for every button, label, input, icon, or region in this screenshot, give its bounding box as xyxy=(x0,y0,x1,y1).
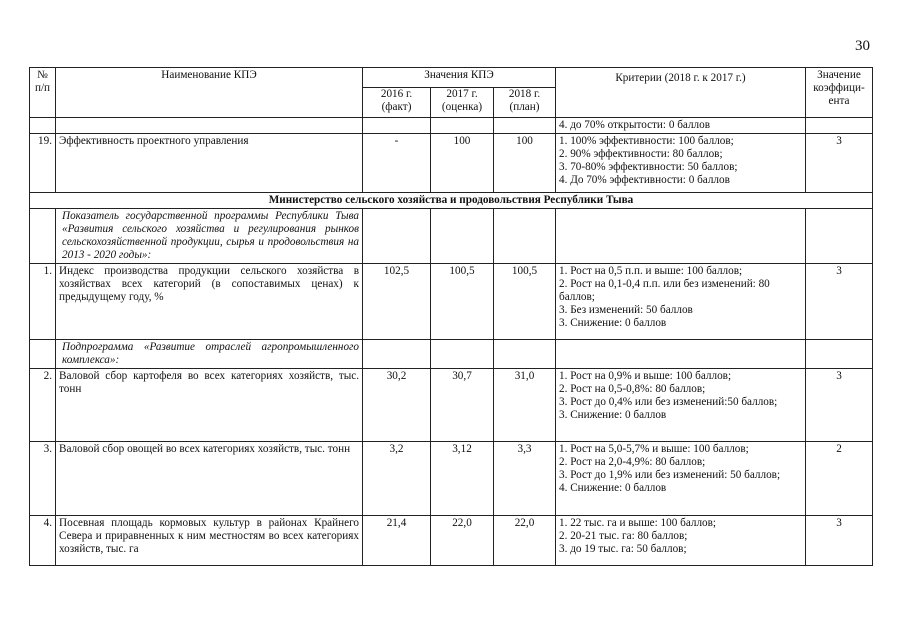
header-values: Значения КПЭ xyxy=(363,68,556,88)
criteria-line: 1. Рост на 0,9% и выше: 100 баллов; xyxy=(559,370,732,382)
table-row xyxy=(30,118,873,134)
header-num: № п/п xyxy=(30,68,56,118)
section-row xyxy=(30,193,873,209)
row-number: 1. xyxy=(30,264,56,340)
value-2018: 3,3 xyxy=(494,442,556,516)
kpe-name: Индекс производства продукции сельского хозяйства в хозяйствах всех категорий (в сопоставимых ценах) к предыдущему году, % xyxy=(56,264,363,340)
table-row xyxy=(30,134,873,193)
table-row xyxy=(30,442,873,516)
page-number: 30 xyxy=(855,38,870,54)
value-2017: 22,0 xyxy=(431,516,494,566)
header-2017: 2017 г. (оценка) xyxy=(431,88,494,118)
value-2017: 100,5 xyxy=(431,264,494,340)
criteria-line: 3. Снижение: 0 баллов xyxy=(559,317,667,329)
criteria-line: 4. до 70% открытости: 0 баллов xyxy=(559,119,711,131)
criteria-line: 1. 22 тыс. га и выше: 100 баллов; xyxy=(559,517,717,529)
row-number: 4. xyxy=(30,516,56,566)
criteria-line: 1. Рост на 5,0-5,7% и выше: 100 баллов; xyxy=(559,443,749,455)
table-row xyxy=(30,209,873,264)
table-row xyxy=(30,369,873,442)
coefficient: 3 xyxy=(806,134,873,193)
criteria-cell xyxy=(556,369,806,442)
row-number: 2. xyxy=(30,369,56,442)
coefficient: 2 xyxy=(806,442,873,516)
value-2016: - xyxy=(363,134,431,193)
header-criteria: Критерии (2018 г. к 2017 г.) xyxy=(556,68,806,118)
value-2016: 3,2 xyxy=(363,442,431,516)
criteria-line: 3. Снижение: 0 баллов xyxy=(559,409,667,421)
criteria-cell xyxy=(556,516,806,566)
header-2018: 2018 г. (план) xyxy=(494,88,556,118)
row-number: 19. xyxy=(30,134,56,193)
kpe-name: Валовой сбор картофеля во всех категориях хозяйств, тыс. тонн xyxy=(56,369,363,442)
value-2016: 102,5 xyxy=(363,264,431,340)
row-number: 3. xyxy=(30,442,56,516)
criteria-line: 4. До 70% эффективности: 0 баллов xyxy=(559,174,730,186)
criteria-line: 3. Рост до 1,9% или без изменений: 50 баллов; xyxy=(559,469,781,481)
value-2018: 22,0 xyxy=(494,516,556,566)
value-2018: 100 xyxy=(494,134,556,193)
criteria-line: 3. до 19 тыс. га: 50 баллов; xyxy=(559,543,687,555)
kpe-name: Валовой сбор овощей во всех категориях хозяйств, тыс. тонн xyxy=(56,442,363,516)
criteria-cell xyxy=(556,134,806,193)
kpe-name: Посевная площадь кормовых культур в районах Крайнего Севера и приравненных к ним местностям во всех категориях хозяйств, тыс. га xyxy=(56,516,363,566)
criteria-line: 3. Рост до 0,4% или без изменений:50 баллов; xyxy=(559,396,778,408)
criteria-line: 3. 70-80% эффективности: 50 баллов; xyxy=(559,161,738,173)
criteria-line: 2. 90% эффективности: 80 баллов; xyxy=(559,148,723,160)
header-coef: Значение коэффици- ента xyxy=(806,68,873,118)
criteria-cell xyxy=(556,264,806,340)
program-heading: Показатель государственной программы Республики Тыва «Развития сельского хозяйства и регулирования рынков сельскохозяйственной продукции, сырья и продовольствия на 2013 - 2020 годы»: xyxy=(56,209,363,264)
criteria-cell xyxy=(556,118,806,134)
criteria-line: 1. Рост на 0,5 п.п. и выше: 100 баллов; xyxy=(559,265,743,277)
header-name: Наименование КПЭ xyxy=(56,68,363,118)
coefficient: 3 xyxy=(806,264,873,340)
value-2017: 30,7 xyxy=(431,369,494,442)
value-2018: 100,5 xyxy=(494,264,556,340)
criteria-line: 2. 20-21 тыс. га: 80 баллов; xyxy=(559,530,688,542)
criteria-line: 2. Рост на 2,0-4,9%: 80 баллов; xyxy=(559,456,706,468)
criteria-cell xyxy=(556,442,806,516)
table-row xyxy=(30,264,873,340)
value-2018: 31,0 xyxy=(494,369,556,442)
ministry-heading: Министерство сельского хозяйства и продовольствия Республики Тыва xyxy=(30,193,873,209)
criteria-line: 4. Снижение: 0 баллов xyxy=(559,482,667,494)
value-2016: 21,4 xyxy=(363,516,431,566)
value-2016: 30,2 xyxy=(363,369,431,442)
table-row xyxy=(30,340,873,369)
kpe-table xyxy=(29,67,873,566)
coefficient: 3 xyxy=(806,369,873,442)
criteria-line: 2. Рост на 0,5-0,8%: 80 баллов; xyxy=(559,383,706,395)
subprogram-heading: Подпрограмма «Развитие отраслей агропромышленного комплекса»: xyxy=(56,340,363,369)
criteria-line: 1. 100% эффективности: 100 баллов; xyxy=(559,135,734,147)
criteria-line: 2. Рост на 0,1-0,4 п.п. или без изменений: 80 баллов; xyxy=(559,278,770,303)
coefficient: 3 xyxy=(806,516,873,566)
table-row xyxy=(30,516,873,566)
table-header-row xyxy=(30,68,873,88)
value-2017: 100 xyxy=(431,134,494,193)
header-2016: 2016 г. (факт) xyxy=(363,88,431,118)
value-2017: 3,12 xyxy=(431,442,494,516)
kpe-name: Эффективность проектного управления xyxy=(56,134,363,193)
criteria-line: 3. Без изменений: 50 баллов xyxy=(559,304,693,316)
